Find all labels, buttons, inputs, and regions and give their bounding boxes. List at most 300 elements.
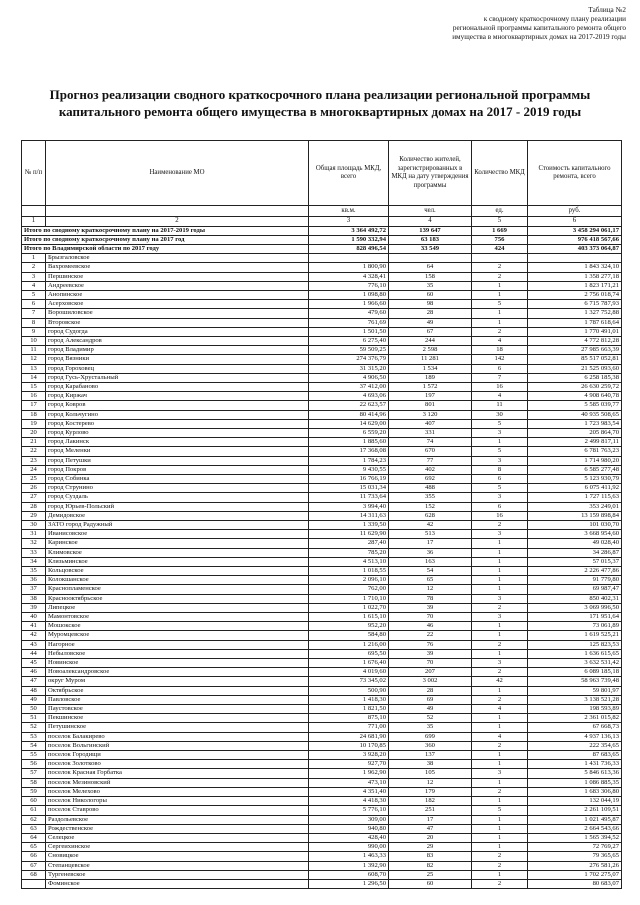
row-cost: 1 327 752,88	[528, 309, 622, 318]
row-cost: 49 028,40	[528, 539, 622, 548]
row-cost: 1 823 171,21	[528, 281, 622, 290]
row-mkd: 1	[472, 870, 528, 879]
row-area: 608,70	[309, 870, 389, 879]
row-number: 12	[22, 355, 46, 364]
table-row	[22, 272, 622, 281]
row-residents: 69	[389, 695, 472, 704]
table-row	[22, 355, 622, 364]
row-cost: 2 361 015,82	[528, 714, 622, 723]
row-residents: 74	[389, 438, 472, 447]
row-number: 54	[22, 741, 46, 750]
row-residents: 70	[389, 613, 472, 622]
totals-row	[22, 235, 622, 244]
row-cost: 69 987,47	[528, 585, 622, 594]
row-municipality: Селецкое	[46, 833, 309, 842]
row-mkd: 3	[472, 493, 528, 502]
row-mkd: 1	[472, 686, 528, 695]
row-area: 1 966,60	[309, 300, 389, 309]
row-area: 4 906,50	[309, 373, 389, 382]
row-residents: 36	[389, 548, 472, 557]
row-number: 52	[22, 723, 46, 732]
row-number: 40	[22, 613, 46, 622]
row-area: 5 776,10	[309, 806, 389, 815]
col-header-mkd: Количество МКД	[472, 141, 528, 206]
row-mkd: 1	[472, 631, 528, 640]
row-area: 762,00	[309, 585, 389, 594]
totals-mkd: 424	[472, 244, 528, 253]
row-municipality: Мошокское	[46, 622, 309, 631]
table-row	[22, 521, 622, 530]
row-municipality: город Курлово	[46, 428, 309, 437]
row-number: 27	[22, 493, 46, 502]
row-area: 274 376,79	[309, 355, 389, 364]
table-row	[22, 502, 622, 511]
row-mkd: 1	[472, 318, 528, 327]
row-mkd: 16	[472, 511, 528, 520]
row-area: 1 800,90	[309, 263, 389, 272]
row-area: 14 629,00	[309, 419, 389, 428]
totals-mkd: 756	[472, 235, 528, 244]
row-mkd: 1	[472, 567, 528, 576]
table-row	[22, 539, 622, 548]
row-residents: 39	[389, 603, 472, 612]
row-residents: 47	[389, 824, 472, 833]
table-row	[22, 382, 622, 391]
row-area: 473,10	[309, 778, 389, 787]
totals-residents: 63 183	[389, 235, 472, 244]
row-number: 23	[22, 456, 46, 465]
table-row	[22, 300, 622, 309]
row-residents: 2 598	[389, 346, 472, 355]
row-mkd: 1	[472, 622, 528, 631]
row-municipality: Второвское	[46, 318, 309, 327]
row-area: 1 392,90	[309, 861, 389, 870]
row-municipality: поселок Золотково	[46, 760, 309, 769]
row-cost: 1 727 115,63	[528, 493, 622, 502]
row-mkd: 2	[472, 741, 528, 750]
row-residents: 12	[389, 778, 472, 787]
row-cost: 1 702 275,07	[528, 870, 622, 879]
row-mkd: 5	[472, 806, 528, 815]
table-row	[22, 769, 622, 778]
row-municipality: поселок Городищи	[46, 751, 309, 760]
row-cost: 27 985 663,39	[528, 346, 622, 355]
row-cost: 353 249,01	[528, 502, 622, 511]
row-number: 42	[22, 631, 46, 640]
row-area: 1 676,40	[309, 659, 389, 668]
row-cost: 40 935 508,65	[528, 410, 622, 419]
row-mkd: 2	[472, 852, 528, 861]
row-residents: 64	[389, 263, 472, 272]
row-municipality: Климовское	[46, 548, 309, 557]
row-number: 63	[22, 824, 46, 833]
row-number: 21	[22, 438, 46, 447]
row-cost: 34 286,87	[528, 548, 622, 557]
row-mkd: 2	[472, 695, 528, 704]
row-municipality: Сновицкое	[46, 852, 309, 861]
totals-residents: 139 647	[389, 226, 472, 235]
row-municipality: Раздольевское	[46, 815, 309, 824]
row-area: 927,70	[309, 760, 389, 769]
row-number: 30	[22, 521, 46, 530]
caption-line-2: к сводному краткосрочному плану реализации	[483, 15, 626, 23]
row-mkd: 3	[472, 769, 528, 778]
row-residents: 137	[389, 751, 472, 760]
row-residents: 244	[389, 336, 472, 345]
row-residents: 189	[389, 373, 472, 382]
row-residents: 28	[389, 309, 472, 318]
unit-name	[46, 206, 309, 217]
row-mkd: 1	[472, 539, 528, 548]
row-mkd: 1	[472, 309, 528, 318]
row-residents: 39	[389, 649, 472, 658]
row-mkd: 2	[472, 272, 528, 281]
table-row	[22, 861, 622, 870]
row-mkd: 1	[472, 815, 528, 824]
table-row	[22, 714, 622, 723]
row-area: 1 339,50	[309, 521, 389, 530]
row-residents: 152	[389, 502, 472, 511]
row-mkd: 1	[472, 760, 528, 769]
row-residents: 42	[389, 521, 472, 530]
row-residents: 355	[389, 493, 472, 502]
row-mkd: 6	[472, 474, 528, 483]
row-number: 15	[22, 382, 46, 391]
row-municipality: Колокшанское	[46, 576, 309, 585]
row-number: 67	[22, 861, 46, 870]
table-row	[22, 281, 622, 290]
row-number: 61	[22, 806, 46, 815]
row-mkd: 8	[472, 465, 528, 474]
row-area: 1 962,90	[309, 769, 389, 778]
row-residents: 17	[389, 815, 472, 824]
row-area: 6 559,20	[309, 428, 389, 437]
row-residents: 49	[389, 705, 472, 714]
table-row	[22, 751, 622, 760]
col-number-6: 6	[528, 217, 622, 227]
row-municipality: Нагорное	[46, 640, 309, 649]
row-mkd: 4	[472, 392, 528, 401]
row-mkd: 1	[472, 833, 528, 842]
row-number: 37	[22, 585, 46, 594]
row-residents: 70	[389, 659, 472, 668]
row-mkd: 2	[472, 668, 528, 677]
totals-cost: 3 458 294 061,17	[528, 226, 622, 235]
row-mkd: 4	[472, 705, 528, 714]
row-cost: 6 715 787,93	[528, 300, 622, 309]
row-area: 695,50	[309, 649, 389, 658]
table-row	[22, 428, 622, 437]
row-residents: 52	[389, 714, 472, 723]
row-area: 6 275,40	[309, 336, 389, 345]
row-cost: 2 226 477,86	[528, 567, 622, 576]
row-municipality: город Собинка	[46, 474, 309, 483]
row-area: 2 096,10	[309, 576, 389, 585]
table-row	[22, 557, 622, 566]
totals-area: 1 590 332,94	[309, 235, 389, 244]
table-row	[22, 843, 622, 852]
unit-num	[22, 206, 46, 217]
row-residents: 82	[389, 861, 472, 870]
row-municipality: Краснооктябрьское	[46, 594, 309, 603]
col-header-area: Общая площадь МКД, всего	[309, 141, 389, 206]
row-cost: 3 069 996,50	[528, 603, 622, 612]
table-row	[22, 659, 622, 668]
row-mkd: 2	[472, 263, 528, 272]
row-cost: 79 365,65	[528, 852, 622, 861]
row-cost: 6 258 185,38	[528, 373, 622, 382]
row-residents: 513	[389, 530, 472, 539]
row-cost: 1 086 885,35	[528, 778, 622, 787]
row-cost: 58 963 739,48	[528, 677, 622, 686]
table-row	[22, 410, 622, 419]
row-municipality: Степанцевское	[46, 861, 309, 870]
table-row	[22, 346, 622, 355]
row-number: 68	[22, 870, 46, 879]
row-area: 31 315,20	[309, 364, 389, 373]
col-header-name: Наименование МО	[46, 141, 309, 206]
row-number: 14	[22, 373, 46, 382]
totals-label: Итого по сводному краткосрочному плану на 2017 год	[22, 235, 309, 244]
row-area: 1 885,60	[309, 438, 389, 447]
row-number: 24	[22, 465, 46, 474]
row-number: 2	[22, 263, 46, 272]
row-municipality: Пекшинское	[46, 714, 309, 723]
row-municipality: город Юрьев-Польский	[46, 502, 309, 511]
table-row	[22, 392, 622, 401]
table-row	[22, 548, 622, 557]
row-municipality: поселок Мезиновский	[46, 778, 309, 787]
row-mkd: 1	[472, 714, 528, 723]
row-residents: 402	[389, 465, 472, 474]
row-area: 500,90	[309, 686, 389, 695]
row-residents: 98	[389, 300, 472, 309]
table-row	[22, 474, 622, 483]
row-area: 73 345,02	[309, 677, 389, 686]
row-cost: 6 089 185,18	[528, 668, 622, 677]
row-residents: 407	[389, 419, 472, 428]
table-row	[22, 336, 622, 345]
row-municipality: Андреевское	[46, 281, 309, 290]
row-number: 53	[22, 732, 46, 741]
row-cost: 1 021 495,87	[528, 815, 622, 824]
table-row	[22, 668, 622, 677]
table-row	[22, 567, 622, 576]
row-area: 952,20	[309, 622, 389, 631]
row-residents: 65	[389, 576, 472, 585]
totals-residents: 33 549	[389, 244, 472, 253]
row-area: 309,00	[309, 815, 389, 824]
row-area: 24 681,90	[309, 732, 389, 741]
row-residents: 3 120	[389, 410, 472, 419]
row-residents: 83	[389, 852, 472, 861]
row-area: 4 328,41	[309, 272, 389, 281]
row-cost: 2 261 109,51	[528, 806, 622, 815]
row-cost: 1 565 394,52	[528, 833, 622, 842]
row-cost: 26 630 259,72	[528, 382, 622, 391]
row-mkd: 1	[472, 548, 528, 557]
row-area: 37 412,00	[309, 382, 389, 391]
row-area: 4 693,06	[309, 392, 389, 401]
row-municipality: Иванисовское	[46, 530, 309, 539]
row-number: 9	[22, 327, 46, 336]
row-mkd: 2	[472, 327, 528, 336]
row-cost: 2 756 018,74	[528, 290, 622, 299]
table-row	[22, 815, 622, 824]
row-area: 761,69	[309, 318, 389, 327]
row-number: 49	[22, 695, 46, 704]
row-municipality: Сергеихинское	[46, 843, 309, 852]
table-row	[22, 309, 622, 318]
title-line-2: капитального ремонта общего имущества в многоквартирных домах на 2017 - 2019 годы	[58, 104, 582, 119]
row-number: 4	[22, 281, 46, 290]
col-number-5: 5	[472, 217, 528, 227]
row-area: 11 629,90	[309, 530, 389, 539]
row-municipality: город Киржач	[46, 392, 309, 401]
row-municipality: город Карабаново	[46, 382, 309, 391]
row-mkd: 5	[472, 300, 528, 309]
row-number: 29	[22, 511, 46, 520]
row-mkd: 2	[472, 640, 528, 649]
row-mkd: 1	[472, 723, 528, 732]
row-residents: 38	[389, 760, 472, 769]
row-number: 17	[22, 401, 46, 410]
row-area: 1 022,70	[309, 603, 389, 612]
row-area: 771,00	[309, 723, 389, 732]
row-municipality: Демидовское	[46, 511, 309, 520]
row-residents: 25	[389, 870, 472, 879]
row-residents: 670	[389, 447, 472, 456]
row-number: 8	[22, 318, 46, 327]
table-row	[22, 438, 622, 447]
table-row	[22, 631, 622, 640]
row-cost: 198 593,89	[528, 705, 622, 714]
row-number: 51	[22, 714, 46, 723]
row-cost: 3 632 531,42	[528, 659, 622, 668]
row-area: 80 414,96	[309, 410, 389, 419]
table-row	[22, 613, 622, 622]
row-mkd: 1	[472, 751, 528, 760]
row-area: 1 463,33	[309, 852, 389, 861]
row-mkd: 1	[472, 843, 528, 852]
row-cost: 6 781 763,23	[528, 447, 622, 456]
row-cost: 13 159 898,84	[528, 511, 622, 520]
table-row	[22, 254, 622, 263]
row-mkd: 5	[472, 419, 528, 428]
row-number: 19	[22, 419, 46, 428]
row-area: 3 994,40	[309, 502, 389, 511]
row-number: 25	[22, 474, 46, 483]
row-mkd: 18	[472, 346, 528, 355]
row-residents: 17	[389, 539, 472, 548]
row-number: 31	[22, 530, 46, 539]
table-row	[22, 879, 622, 888]
row-mkd: 3	[472, 428, 528, 437]
row-mkd: 1	[472, 438, 528, 447]
row-number: 44	[22, 649, 46, 658]
table-row	[22, 824, 622, 833]
row-residents: 77	[389, 456, 472, 465]
row-residents: 46	[389, 622, 472, 631]
row-mkd: 1	[472, 290, 528, 299]
table-row	[22, 797, 622, 806]
row-number: 6	[22, 300, 46, 309]
table-row	[22, 732, 622, 741]
row-mkd: 2	[472, 787, 528, 796]
table-row	[22, 290, 622, 299]
row-number: 36	[22, 576, 46, 585]
col-number-1: 1	[22, 217, 46, 227]
table-row	[22, 484, 622, 493]
row-number: 26	[22, 484, 46, 493]
row-area: 17 368,08	[309, 447, 389, 456]
row-municipality: Павловское	[46, 695, 309, 704]
row-residents: 251	[389, 806, 472, 815]
row-cost: 57 015,37	[528, 557, 622, 566]
row-cost: 1 619 525,21	[528, 631, 622, 640]
row-municipality: поселок Ставрово	[46, 806, 309, 815]
row-mkd: 5	[472, 447, 528, 456]
row-cost: 3 668 954,60	[528, 530, 622, 539]
row-area: 10 170,85	[309, 741, 389, 750]
col-number-4: 4	[389, 217, 472, 227]
row-residents: 22	[389, 631, 472, 640]
totals-mkd: 1 669	[472, 226, 528, 235]
table-row	[22, 806, 622, 815]
table-row	[22, 364, 622, 373]
table-row	[22, 686, 622, 695]
row-area: 14 311,63	[309, 511, 389, 520]
row-number: 7	[22, 309, 46, 318]
row-municipality: Паустовское	[46, 705, 309, 714]
row-cost: 72 769,27	[528, 843, 622, 852]
row-residents	[389, 254, 472, 263]
row-area: 15 031,34	[309, 484, 389, 493]
row-area: 785,20	[309, 548, 389, 557]
table-row	[22, 465, 622, 474]
row-area: 1 784,23	[309, 456, 389, 465]
table-caption-note	[366, 6, 626, 42]
row-area: 22 623,57	[309, 401, 389, 410]
row-mkd: 16	[472, 382, 528, 391]
row-area: 1 418,30	[309, 695, 389, 704]
row-municipality: поселок Никологоры	[46, 797, 309, 806]
row-residents: 78	[389, 594, 472, 603]
row-residents: 20	[389, 833, 472, 842]
col-number-2: 2	[46, 217, 309, 227]
table-row	[22, 493, 622, 502]
row-municipality: город Меленки	[46, 447, 309, 456]
row-municipality: город Струнино	[46, 484, 309, 493]
totals-row	[22, 226, 622, 235]
row-number: 20	[22, 428, 46, 437]
row-number: 5	[22, 290, 46, 299]
row-cost: 205 864,70	[528, 428, 622, 437]
row-number: 59	[22, 787, 46, 796]
row-residents: 60	[389, 290, 472, 299]
table-row	[22, 741, 622, 750]
col-number-3: 3	[309, 217, 389, 227]
row-municipality: Фоминское	[46, 879, 309, 888]
row-mkd: 1	[472, 778, 528, 787]
row-area: 9 430,55	[309, 465, 389, 474]
row-mkd	[472, 254, 528, 263]
row-municipality: Небыловское	[46, 649, 309, 658]
row-cost: 171 951,64	[528, 613, 622, 622]
row-municipality: город Владимир	[46, 346, 309, 355]
row-number: 18	[22, 410, 46, 419]
row-number: 60	[22, 797, 46, 806]
